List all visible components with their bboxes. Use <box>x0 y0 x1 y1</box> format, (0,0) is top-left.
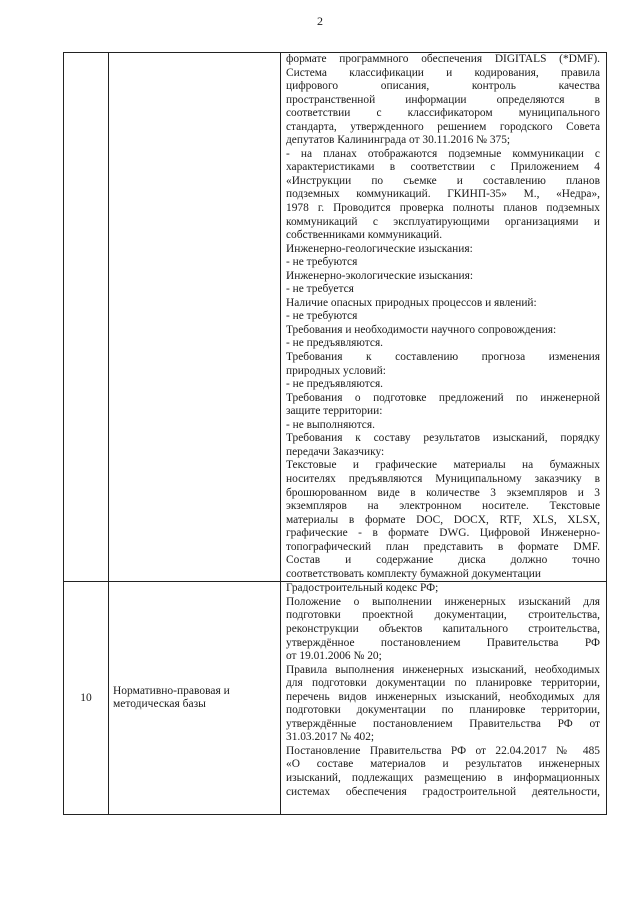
text-line: Наличие опасных природных процессов и явлений: <box>286 296 537 309</box>
text-line: собственниками коммуникаций. <box>286 229 443 242</box>
text-line: - на планах отображаются подземные коммуникации с <box>286 147 600 160</box>
text-line: - не требуются <box>286 256 358 269</box>
text-line: Инженерно-экологические изыскания: <box>286 269 474 282</box>
text-line: - не предъявляются. <box>286 337 384 350</box>
text-line: брошюрованном виде в количестве 3 экземпляров и 3 <box>286 486 600 499</box>
text-line: формате программного обеспечения DIGITALS (*DMF). <box>286 53 600 65</box>
text-line: системах обеспечения градостроительной деятельности, <box>286 785 600 798</box>
text-line: соответствии с классификатором муниципального <box>286 107 600 120</box>
row-number: 10 <box>64 582 109 815</box>
text-line: - не требуются <box>286 310 358 323</box>
text-line: утверждённые постановлением Правительства РФ от <box>286 717 600 730</box>
text-line: Требования к составу результатов изысканий, порядку <box>286 432 600 445</box>
row-number-cell-empty <box>64 53 109 582</box>
requirements-text-cell <box>281 53 607 582</box>
text-line: подземных коммуникаций. ГКИНП-35» М., «Недра», <box>286 188 600 201</box>
text-line: коммуникаций с эксплуатирующими организациями и <box>286 215 600 228</box>
text-line: Текстовые и графические материалы на бумажных <box>286 459 600 472</box>
text-line: Правила выполнения инженерных изысканий, необходимых <box>286 663 600 676</box>
row-name: Нормативно-правовая и методическая базы <box>109 582 281 815</box>
text-line: Требования и необходимости научного сопровождения: <box>286 323 557 336</box>
text-line: 31.03.2017 № 402; <box>286 731 375 744</box>
text-line: изысканий, подлежащих размещению в информационных <box>286 771 600 784</box>
text-line: графические - в формате DWG. Цифровой Инженерно- <box>286 527 600 540</box>
text-line: экземпляров на электронном носителе. Текстовые <box>286 500 600 513</box>
text-line: 1978 г. Проводится проверка полноты планов подземных <box>286 202 600 215</box>
text-line: - не выполняются. <box>286 418 375 431</box>
regulatory-base-cell <box>281 582 607 815</box>
text-line: подготовки документации по планировке территории, <box>286 704 600 717</box>
text-line: пространственной информации определяются в <box>286 93 600 106</box>
text-line: материалы в формате DOC, DOCX, RTF, XLS, XLSX, <box>286 513 600 526</box>
table-row-continued <box>64 53 607 582</box>
text-line: перечень видов инженерных изысканий, необходимых для <box>286 690 600 703</box>
text-line: Положение о выполнении инженерных изысканий для <box>286 595 600 608</box>
text-line: защите территории: <box>286 405 383 418</box>
text-line: Инженерно-геологические изыскания: <box>286 242 473 255</box>
text-line: «О составе материалов и результатов инженерных <box>286 758 600 771</box>
text-line: носителях предъявляются Муниципальному заказчику в <box>286 472 600 485</box>
requirements-text <box>281 53 606 581</box>
text-line: Требования к составлению прогноза изменения <box>286 351 600 364</box>
text-line: Постановление Правительства РФ от 22.04.2017 № 485 <box>286 744 600 757</box>
text-line: - не требуется <box>286 283 354 296</box>
text-line: утверждённое постановлением Правительства РФ <box>286 636 600 649</box>
text-line: передачи Заказчику: <box>286 445 385 458</box>
text-line: Система классификации и кодирования, правила <box>286 66 600 79</box>
regulatory-base-text <box>281 582 606 799</box>
text-line: от 19.01.2006 № 20; <box>286 650 382 663</box>
text-line: цифрового описания, контроль качества <box>286 80 600 93</box>
table-row-10 <box>64 582 607 815</box>
row-name-cell-empty <box>109 53 281 582</box>
text-line: топографический план представить в формате DMF. <box>286 540 600 553</box>
text-line: характеристиками в соответствии с Приложением 4 <box>286 161 600 174</box>
text-line: Требования о подготовке предложений по инженерной <box>286 391 600 404</box>
text-line: соответствовать комплекту бумажной документации <box>286 567 541 580</box>
text-line: - не предъявляются. <box>286 378 384 391</box>
text-line: реконструкции объектов капитального строительства, <box>286 622 600 635</box>
page-number: 2 <box>317 14 323 28</box>
text-line: депутатов Калининграда от 30.11.2016 № 375; <box>286 134 511 147</box>
text-line: стандарта, утвержденного решением городского Совета <box>286 120 600 133</box>
text-line: подготовки проектной документации, строительства, <box>286 609 600 622</box>
text-line: природных условий: <box>286 364 386 377</box>
text-line: для подготовки документации по планировке территории, <box>286 677 600 690</box>
text-line: Градостроительный кодекс РФ; <box>286 582 439 595</box>
requirements-table <box>63 52 607 815</box>
text-line: «Инструкции по съемке и составлению планов <box>286 174 600 187</box>
text-line: Состав и содержание диска должно точно <box>286 554 600 567</box>
